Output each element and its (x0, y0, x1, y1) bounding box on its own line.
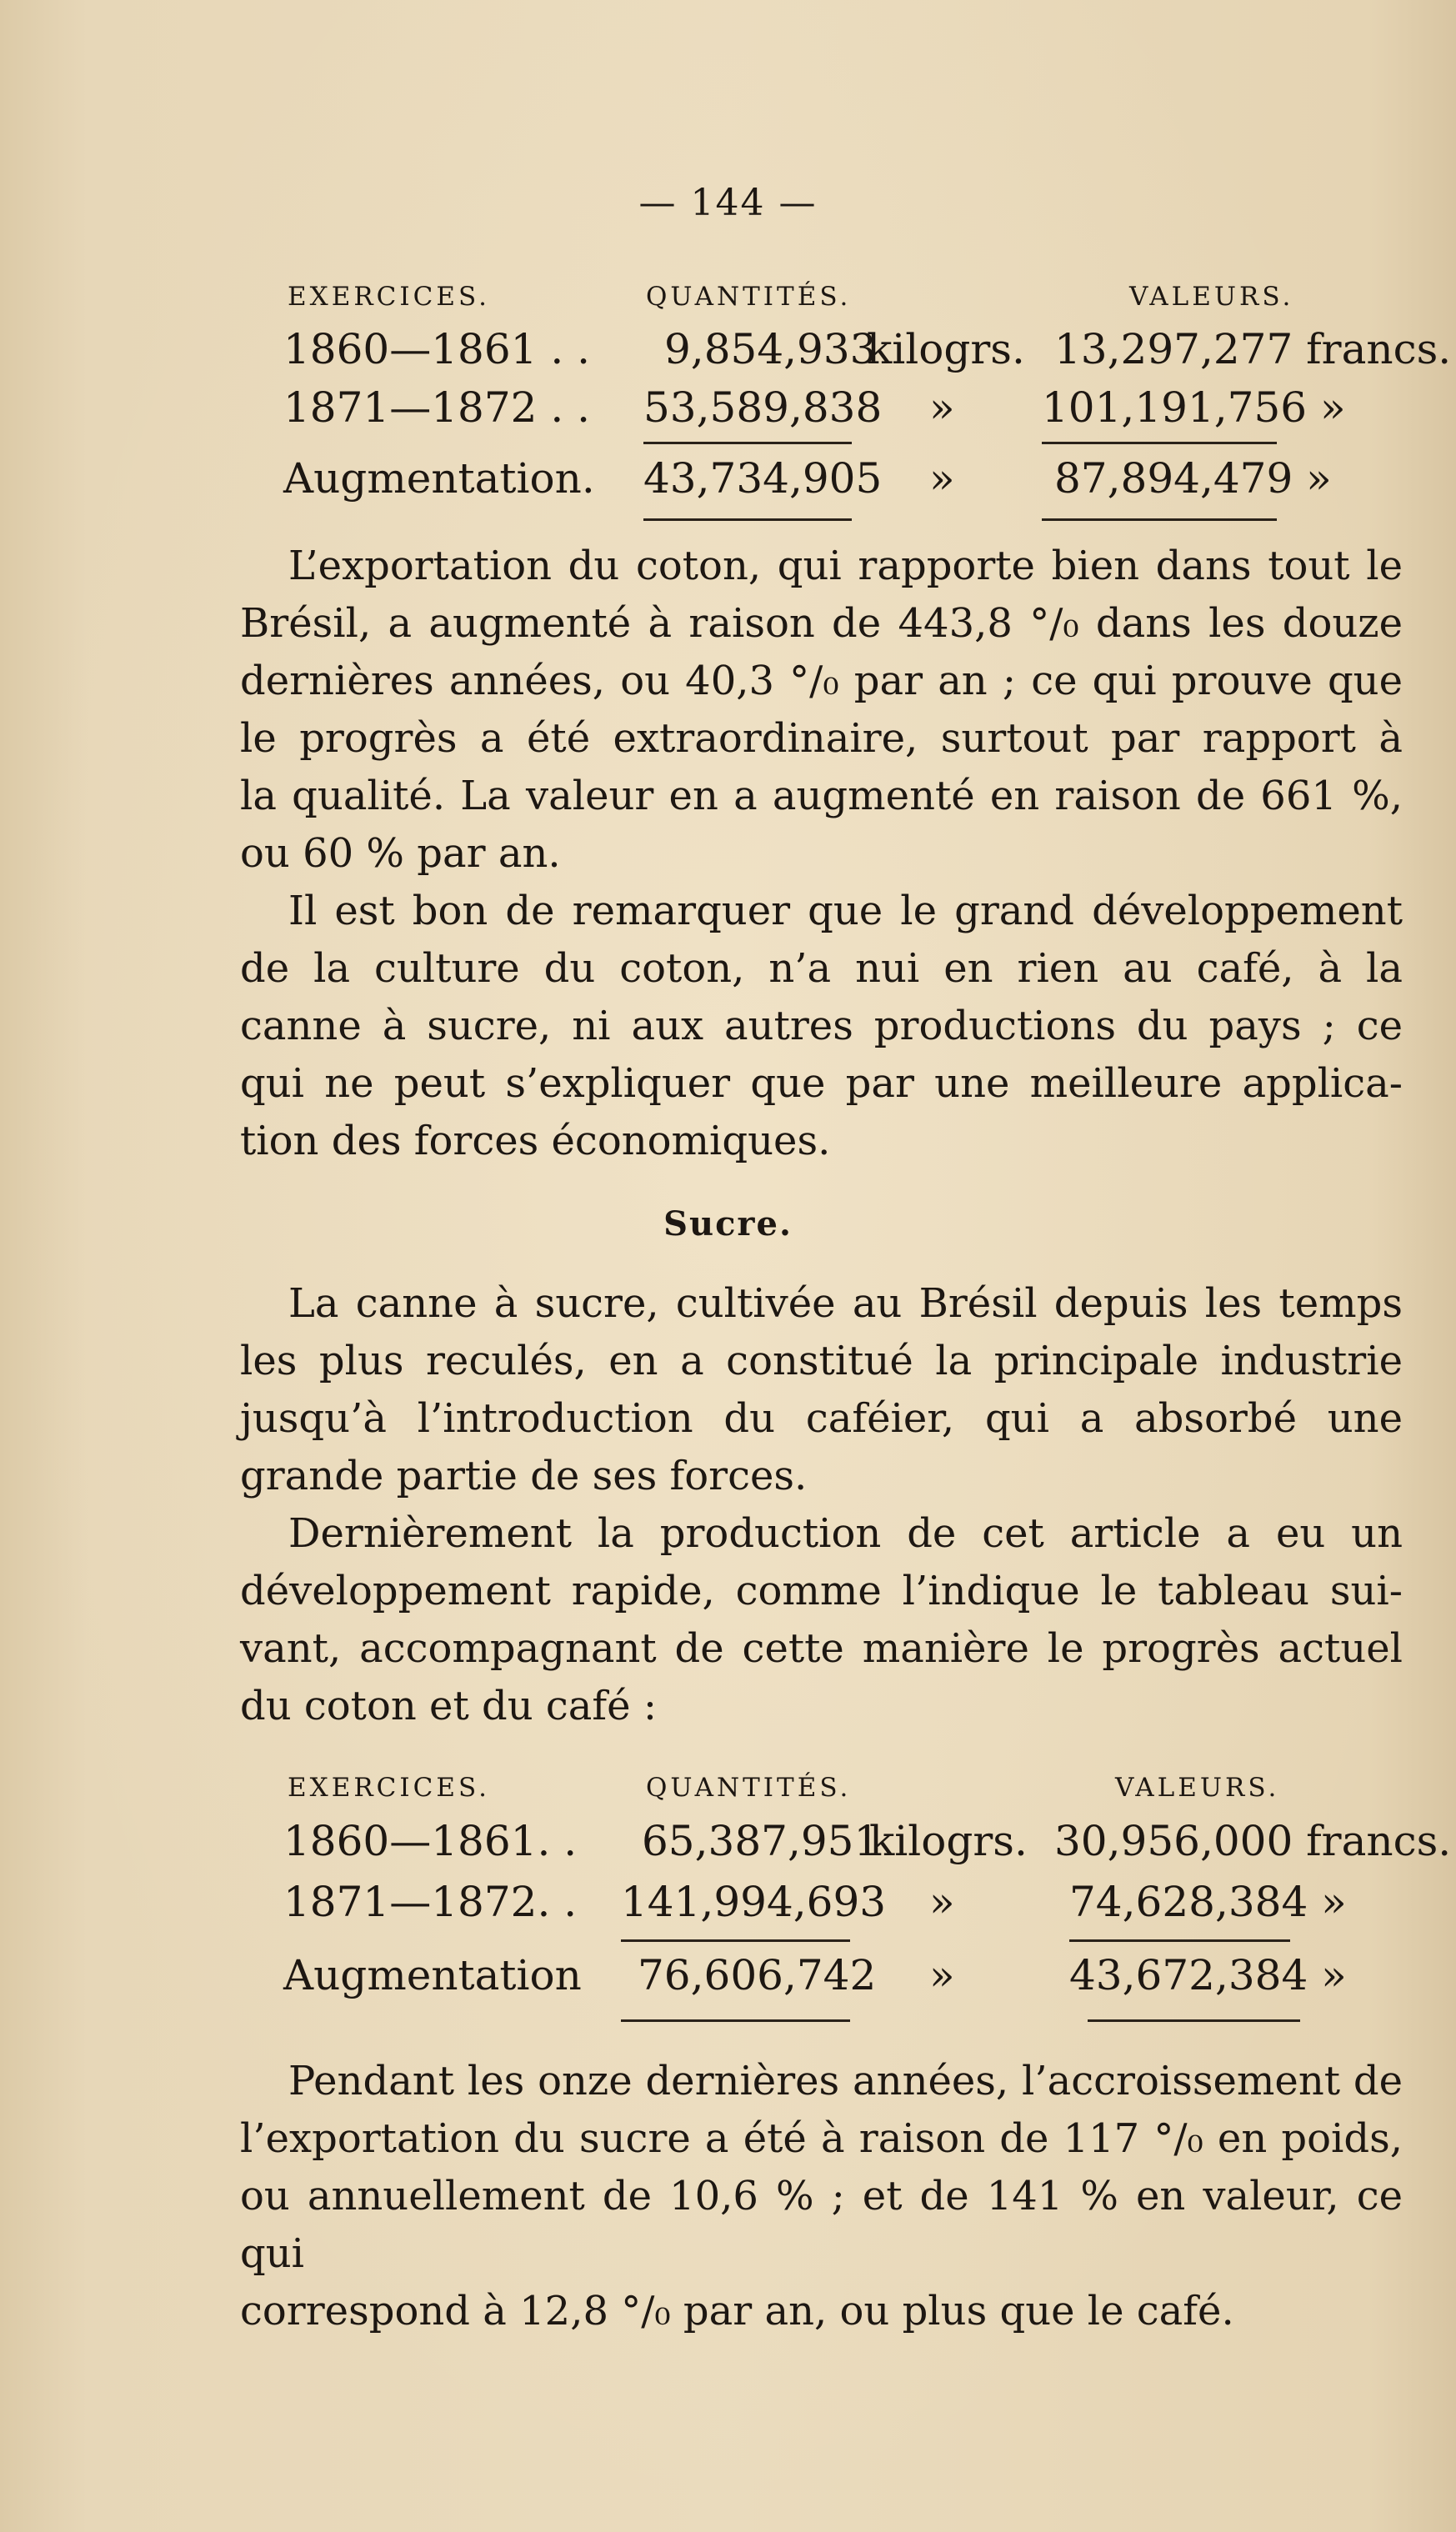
total-rule-value (1042, 518, 1277, 521)
text-line: l’exportation du sucre a été à raison de 117 °/₀ en poids, (240, 2115, 1403, 2162)
sum-rule-quantity (621, 1939, 850, 1942)
sum-rule-value (1042, 442, 1277, 444)
header-quantites: QUANTITÉS. (646, 282, 852, 312)
row-label: 1871—1872. . (283, 1878, 578, 1926)
paragraph-sugar-growth (240, 2053, 1403, 2340)
row-quantity: 53,589,838 (643, 383, 883, 432)
row-unit: kilogrs. (869, 1817, 1028, 1865)
row-value: 74,628,384 » (1069, 1878, 1347, 1926)
row-value: 43,672,384 » (1069, 1951, 1347, 1999)
total-rule-quantity (643, 518, 852, 521)
row-value: 30,956,000 francs. (1054, 1817, 1452, 1865)
row-unit: » (929, 383, 955, 432)
sum-rule-value (1069, 1939, 1290, 1942)
row-label: 1860—1861. . (283, 1817, 578, 1865)
text-line: qui ne peut s’expliquer que par une meilleure applica- (240, 1060, 1403, 1107)
text-line: ou 60 % par an. (240, 830, 561, 877)
row-quantity: 76,606,742 (638, 1951, 877, 1999)
text-line: La canne à sucre, cultivée au Brésil depuis les temps (288, 1280, 1403, 1327)
paragraph-development (240, 883, 1403, 1170)
row-unit: » (929, 1878, 955, 1926)
header-exercices: EXERCICES. (288, 1773, 490, 1803)
text-line: dernières années, ou 40,3 °/₀ par an ; ce qui prouve que (240, 658, 1403, 704)
row-label: 1871—1872 . . (283, 383, 591, 432)
row-value: 101,191,756 » (1042, 383, 1346, 432)
row-unit: » (929, 454, 955, 503)
text-line: développement rapide, comme l’indique le tableau sui- (240, 1568, 1403, 1614)
text-line: tion des forces économiques. (240, 1118, 831, 1164)
text-line: grande partie de ses forces. (240, 1453, 808, 1499)
text-line: de la culture du coton, n’a nui en rien au café, à la (240, 945, 1403, 992)
text-line: du coton et du café : (240, 1683, 657, 1729)
text-line: les plus reculés, en a constitué la principale industrie (240, 1338, 1403, 1384)
header-valeurs: VALEURS. (1129, 282, 1294, 312)
row-quantity: 141,994,693 (621, 1878, 887, 1926)
page-number: — 144 — (638, 182, 818, 224)
row-quantity: 65,387,951 (642, 1817, 881, 1865)
paragraph-recent-production (240, 1505, 1403, 1735)
text-line: vant, accompagnant de cette manière le progrès actuel (240, 1625, 1403, 1672)
row-label: 1860—1861 . . (283, 325, 591, 373)
text-line: Il est bon de remarquer que le grand développement (288, 888, 1403, 934)
paragraph-sugar-cane (240, 1275, 1403, 1505)
text-line: correspond à 12,8 °/₀ par an, ou plus que le café. (240, 2288, 1234, 2334)
row-label: Augmentation (283, 1951, 582, 1999)
text-line: L’exportation du coton, qui rapporte bien dans tout le (288, 543, 1403, 589)
sum-rule-quantity (643, 442, 852, 444)
section-title: Sucre. (663, 1204, 793, 1243)
row-quantity: 43,734,905 (643, 454, 883, 503)
text-line: le progrès a été extraordinaire, surtout par rapport à (240, 715, 1403, 762)
text-line: Brésil, a augmenté à raison de 443,8 °/₀ dans les douze (240, 600, 1403, 647)
row-unit: » (929, 1951, 955, 1999)
text-line: la qualité. La valeur en a augmenté en raison de 661 %, (240, 773, 1403, 819)
text-line: Pendant les onze dernières années, l’accroissement de (288, 2058, 1403, 2104)
row-unit: kilogrs. (867, 325, 1025, 373)
header-valeurs: VALEURS. (1115, 1773, 1280, 1803)
text-line: jusqu’à l’introduction du caféier, qui a absorbé une (240, 1395, 1403, 1442)
text-line: ou annuellement de 10,6 % ; et de 141 % en valeur, ce qui (240, 2173, 1403, 2277)
row-value: 87,894,479 » (1054, 454, 1332, 503)
total-rule-value (1088, 2019, 1300, 2022)
total-rule-quantity (621, 2019, 850, 2022)
paragraph-cotton-export (240, 538, 1403, 883)
row-value: 13,297,277 francs. (1054, 325, 1452, 373)
header-exercices: EXERCICES. (288, 282, 490, 312)
row-label: Augmentation. (283, 454, 595, 503)
header-quantites: QUANTITÉS. (646, 1773, 852, 1803)
text-line: Dernièrement la production de cet article a eu un (288, 1510, 1403, 1557)
row-quantity: 9,854,933 (664, 325, 877, 373)
text-line: canne à sucre, ni aux autres productions du pays ; ce (240, 1003, 1403, 1049)
